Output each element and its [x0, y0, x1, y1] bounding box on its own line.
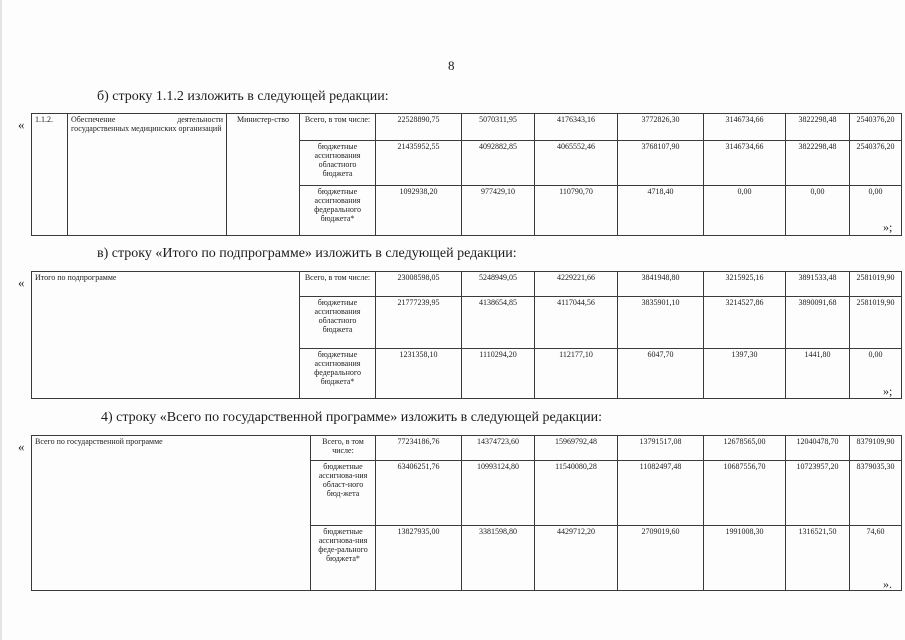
- funding-source-cell: бюджетные ассигнования областного бюджета: [300, 297, 376, 349]
- scan-edge: [0, 0, 2, 640]
- value-cell: 3890091,68: [786, 297, 850, 349]
- value-cell: 3146734,66: [704, 141, 786, 186]
- closing-quote: »;: [883, 384, 893, 398]
- value-cell: 112177,10: [535, 349, 618, 399]
- value-cell: 1231358,10: [376, 349, 462, 399]
- section-heading-b: б) строку 1.1.2 изложить в следующей редакции:: [97, 89, 389, 104]
- funding-source-cell: бюджетные ассигнова-ния област-ного бюд-жета: [311, 461, 376, 526]
- funding-source-cell: бюджетные ассигнования областного бюджета: [300, 141, 376, 186]
- opening-quote: «: [18, 439, 25, 454]
- value-cell: 4138654,85: [462, 297, 535, 349]
- value-cell: 77234186,76: [376, 436, 462, 461]
- value-cell: 4229221,66: [535, 272, 618, 297]
- opening-quote: «: [18, 117, 25, 132]
- value-cell: 14374723,60: [462, 436, 535, 461]
- value-cell: 3772826,30: [618, 114, 704, 141]
- value-cell: 1092938,20: [376, 186, 462, 236]
- table-row: [32, 436, 902, 461]
- value-cell: 11082497,48: [618, 461, 704, 526]
- funding-source-cell: Всего, в том числе:: [300, 114, 376, 141]
- table-row: [32, 272, 902, 297]
- value-cell: 8379109,90: [850, 436, 902, 461]
- value-cell: 11540080,28: [535, 461, 618, 526]
- value-cell: 13791517,08: [618, 436, 704, 461]
- value-cell: 110790,70: [535, 186, 618, 236]
- value-cell: 2540376,20: [850, 114, 902, 141]
- value-cell: 0,00: [850, 349, 902, 399]
- value-cell: 13827935,00: [376, 526, 462, 591]
- value-cell: 3841948,80: [618, 272, 704, 297]
- value-cell: 3891533,48: [786, 272, 850, 297]
- value-cell: 2581019,90: [850, 297, 902, 349]
- value-cell: 63406251,76: [376, 461, 462, 526]
- value-cell: 3822298,48: [786, 141, 850, 186]
- value-cell: 10723957,20: [786, 461, 850, 526]
- executor-cell: Министер-ство: [227, 114, 300, 236]
- table-row: [32, 114, 902, 141]
- value-cell: 977429,10: [462, 186, 535, 236]
- budget-table-1-1-2: [31, 113, 902, 236]
- value-cell: 3822298,48: [786, 114, 850, 141]
- value-cell: 4176343,16: [535, 114, 618, 141]
- value-cell: 10993124,80: [462, 461, 535, 526]
- funding-source-cell: бюджетные ассигнования федерального бюджета*: [300, 186, 376, 236]
- value-cell: 5248949,05: [462, 272, 535, 297]
- value-cell: 4092882,85: [462, 141, 535, 186]
- value-cell: 12678565,00: [704, 436, 786, 461]
- budget-table-subprogram-total: [31, 271, 902, 399]
- value-cell: 1110294,20: [462, 349, 535, 399]
- value-cell: 1397,30: [704, 349, 786, 399]
- value-cell: 3768107,90: [618, 141, 704, 186]
- value-cell: 10687556,70: [704, 461, 786, 526]
- value-cell: 3214527,86: [704, 297, 786, 349]
- value-cell: 15969792,48: [535, 436, 618, 461]
- value-cell: 1441,80: [786, 349, 850, 399]
- value-cell: 2540376,20: [850, 141, 902, 186]
- value-cell: 3146734,66: [704, 114, 786, 141]
- value-cell: 0,00: [704, 186, 786, 236]
- value-cell: 4718,40: [618, 186, 704, 236]
- value-cell: 6047,70: [618, 349, 704, 399]
- closing-quote: ».: [883, 577, 892, 591]
- row-name-cell: Итого по подпрограмме: [32, 272, 300, 399]
- value-cell: 23008598,05: [376, 272, 462, 297]
- section-heading-v: в) строку «Итого по подпрограмме» изложить в следующей редакции:: [97, 246, 517, 261]
- funding-source-cell: Всего, в том числе:: [300, 272, 376, 297]
- opening-quote: «: [18, 275, 25, 290]
- value-cell: 2709019,60: [618, 526, 704, 591]
- value-cell: 0,00: [786, 186, 850, 236]
- funding-source-cell: бюджетные ассигнова-ния феде-рального бюджета*: [311, 526, 376, 591]
- value-cell: 4429712,20: [535, 526, 618, 591]
- row-name-cell: Обеспечение деятельности государственных медицинских организаций: [68, 114, 227, 236]
- value-cell: 21435952,55: [376, 141, 462, 186]
- value-cell: 1316521,50: [786, 526, 850, 591]
- value-cell: 4065552,46: [535, 141, 618, 186]
- value-cell: 5070311,95: [462, 114, 535, 141]
- value-cell: 21777239,95: [376, 297, 462, 349]
- value-cell: 3215925,16: [704, 272, 786, 297]
- funding-source-cell: Всего, в том числе:: [311, 436, 376, 461]
- value-cell: 2581019,90: [850, 272, 902, 297]
- value-cell: 4117044,56: [535, 297, 618, 349]
- funding-source-cell: бюджетные ассигнования федерального бюджета*: [300, 349, 376, 399]
- value-cell: 3381598,80: [462, 526, 535, 591]
- budget-table-program-total: [31, 435, 902, 591]
- row-number-cell: 1.1.2.: [32, 114, 68, 236]
- row-name-cell: Всего по государственной программе: [32, 436, 311, 591]
- value-cell: 3835901,10: [618, 297, 704, 349]
- value-cell: 74,60: [850, 526, 902, 591]
- page-number: 8: [448, 58, 455, 73]
- closing-quote: »;: [883, 220, 893, 234]
- value-cell: 8379035,30: [850, 461, 902, 526]
- value-cell: 1991008,30: [704, 526, 786, 591]
- value-cell: 12040478,70: [786, 436, 850, 461]
- value-cell: 0,00: [850, 186, 902, 236]
- value-cell: 22528890,75: [376, 114, 462, 141]
- section-heading-4: 4) строку «Всего по государственной программе» изложить в следующей редакции:: [101, 410, 603, 425]
